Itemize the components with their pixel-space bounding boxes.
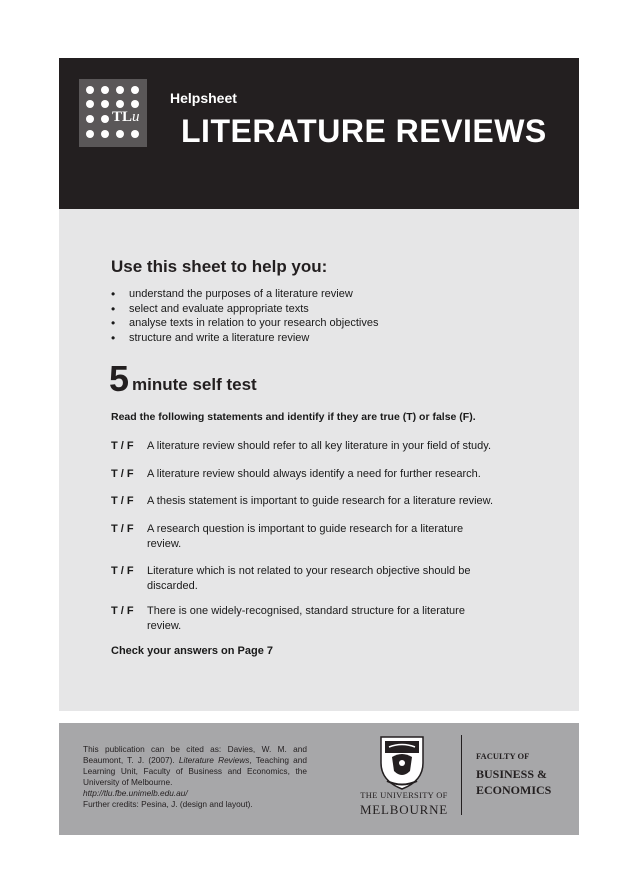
helpsheet-label: Helpsheet [170, 90, 237, 106]
self-test-instruction: Read the following statements and identify if they are true (T) or false (F). [111, 411, 476, 423]
list-item: • understand the purposes of a literature review [111, 288, 378, 303]
true-false-mark: T / F [111, 565, 134, 577]
logo-dot [86, 130, 94, 138]
faculty-name-line: ECONOMICS [476, 783, 552, 797]
statement-text: Literature which is not related to your research objective should be discarded. [147, 565, 471, 592]
statement-text: There is one widely-recognised, standard structure for a literature review. [147, 605, 465, 632]
statement-text: A literature review should refer to all key literature in your field of study. [147, 440, 492, 452]
logo-dot [131, 86, 139, 94]
page-title: LITERATURE REVIEWS [181, 113, 547, 149]
statement-text: A research question is important to guide research for a literature review. [147, 523, 464, 550]
true-false-mark: T / F [111, 523, 134, 535]
statement-text: A literature review should always identify a need for further research. [147, 468, 481, 480]
logo-dot [101, 100, 109, 108]
logo-wordmark: TLu [112, 109, 140, 125]
logo-dot [116, 100, 124, 108]
citation-text: This publication can be cited as: Davies, W. M. and Beaumont, T. J. (2007). Literature Reviews, Teaching and Learning Unit, Faculty of Business and Economics, the University of Melbourne. http://tlu.fbe.unimelb.edu.au/ Further credits: Pesina, J. (design and layout). [83, 744, 307, 809]
header-banner [59, 58, 579, 209]
logo-dot [86, 115, 94, 123]
list-item: • analyse texts in relation to your research objectives [111, 317, 378, 332]
faculty-name [476, 766, 551, 798]
footer [59, 723, 579, 835]
self-test-number: 5 [109, 358, 130, 399]
list-item: • structure and write a literature review [111, 332, 378, 347]
logo-dot [86, 100, 94, 108]
check-answers-note: Check your answers on Page 7 [111, 645, 274, 657]
content-panel [59, 209, 579, 711]
footer-divider [461, 735, 462, 815]
self-test-heading: minute self test [132, 375, 257, 394]
intro-heading: Use this sheet to help you: [111, 257, 328, 276]
logo-dot [131, 100, 139, 108]
citation-url[interactable]: http://tlu.fbe.unimelb.edu.au/ [83, 788, 188, 798]
tlu-logo [79, 79, 147, 147]
true-false-mark: T / F [111, 605, 134, 617]
logo-dot [101, 130, 109, 138]
true-false-mark: T / F [111, 495, 134, 507]
true-false-mark: T / F [111, 468, 134, 480]
true-false-mark: T / F [111, 440, 134, 452]
statement-text: A thesis statement is important to guide research for a literature review. [147, 495, 494, 507]
university-label: THE UNIVERSITY OF [360, 790, 448, 800]
faculty-label: FACULTY OF [476, 751, 530, 761]
logo-dot [101, 115, 109, 123]
list-item: • select and evaluate appropriate texts [111, 303, 378, 318]
logo-dot [86, 86, 94, 94]
logo-dot [116, 130, 124, 138]
university-crest-icon [377, 733, 427, 791]
faculty-name-line: BUSINESS & [476, 767, 548, 781]
logo-dot [101, 86, 109, 94]
intro-bullet-list [111, 288, 378, 346]
logo-dot [131, 130, 139, 138]
university-name: MELBOURNE [359, 802, 449, 817]
logo-dot [116, 86, 124, 94]
